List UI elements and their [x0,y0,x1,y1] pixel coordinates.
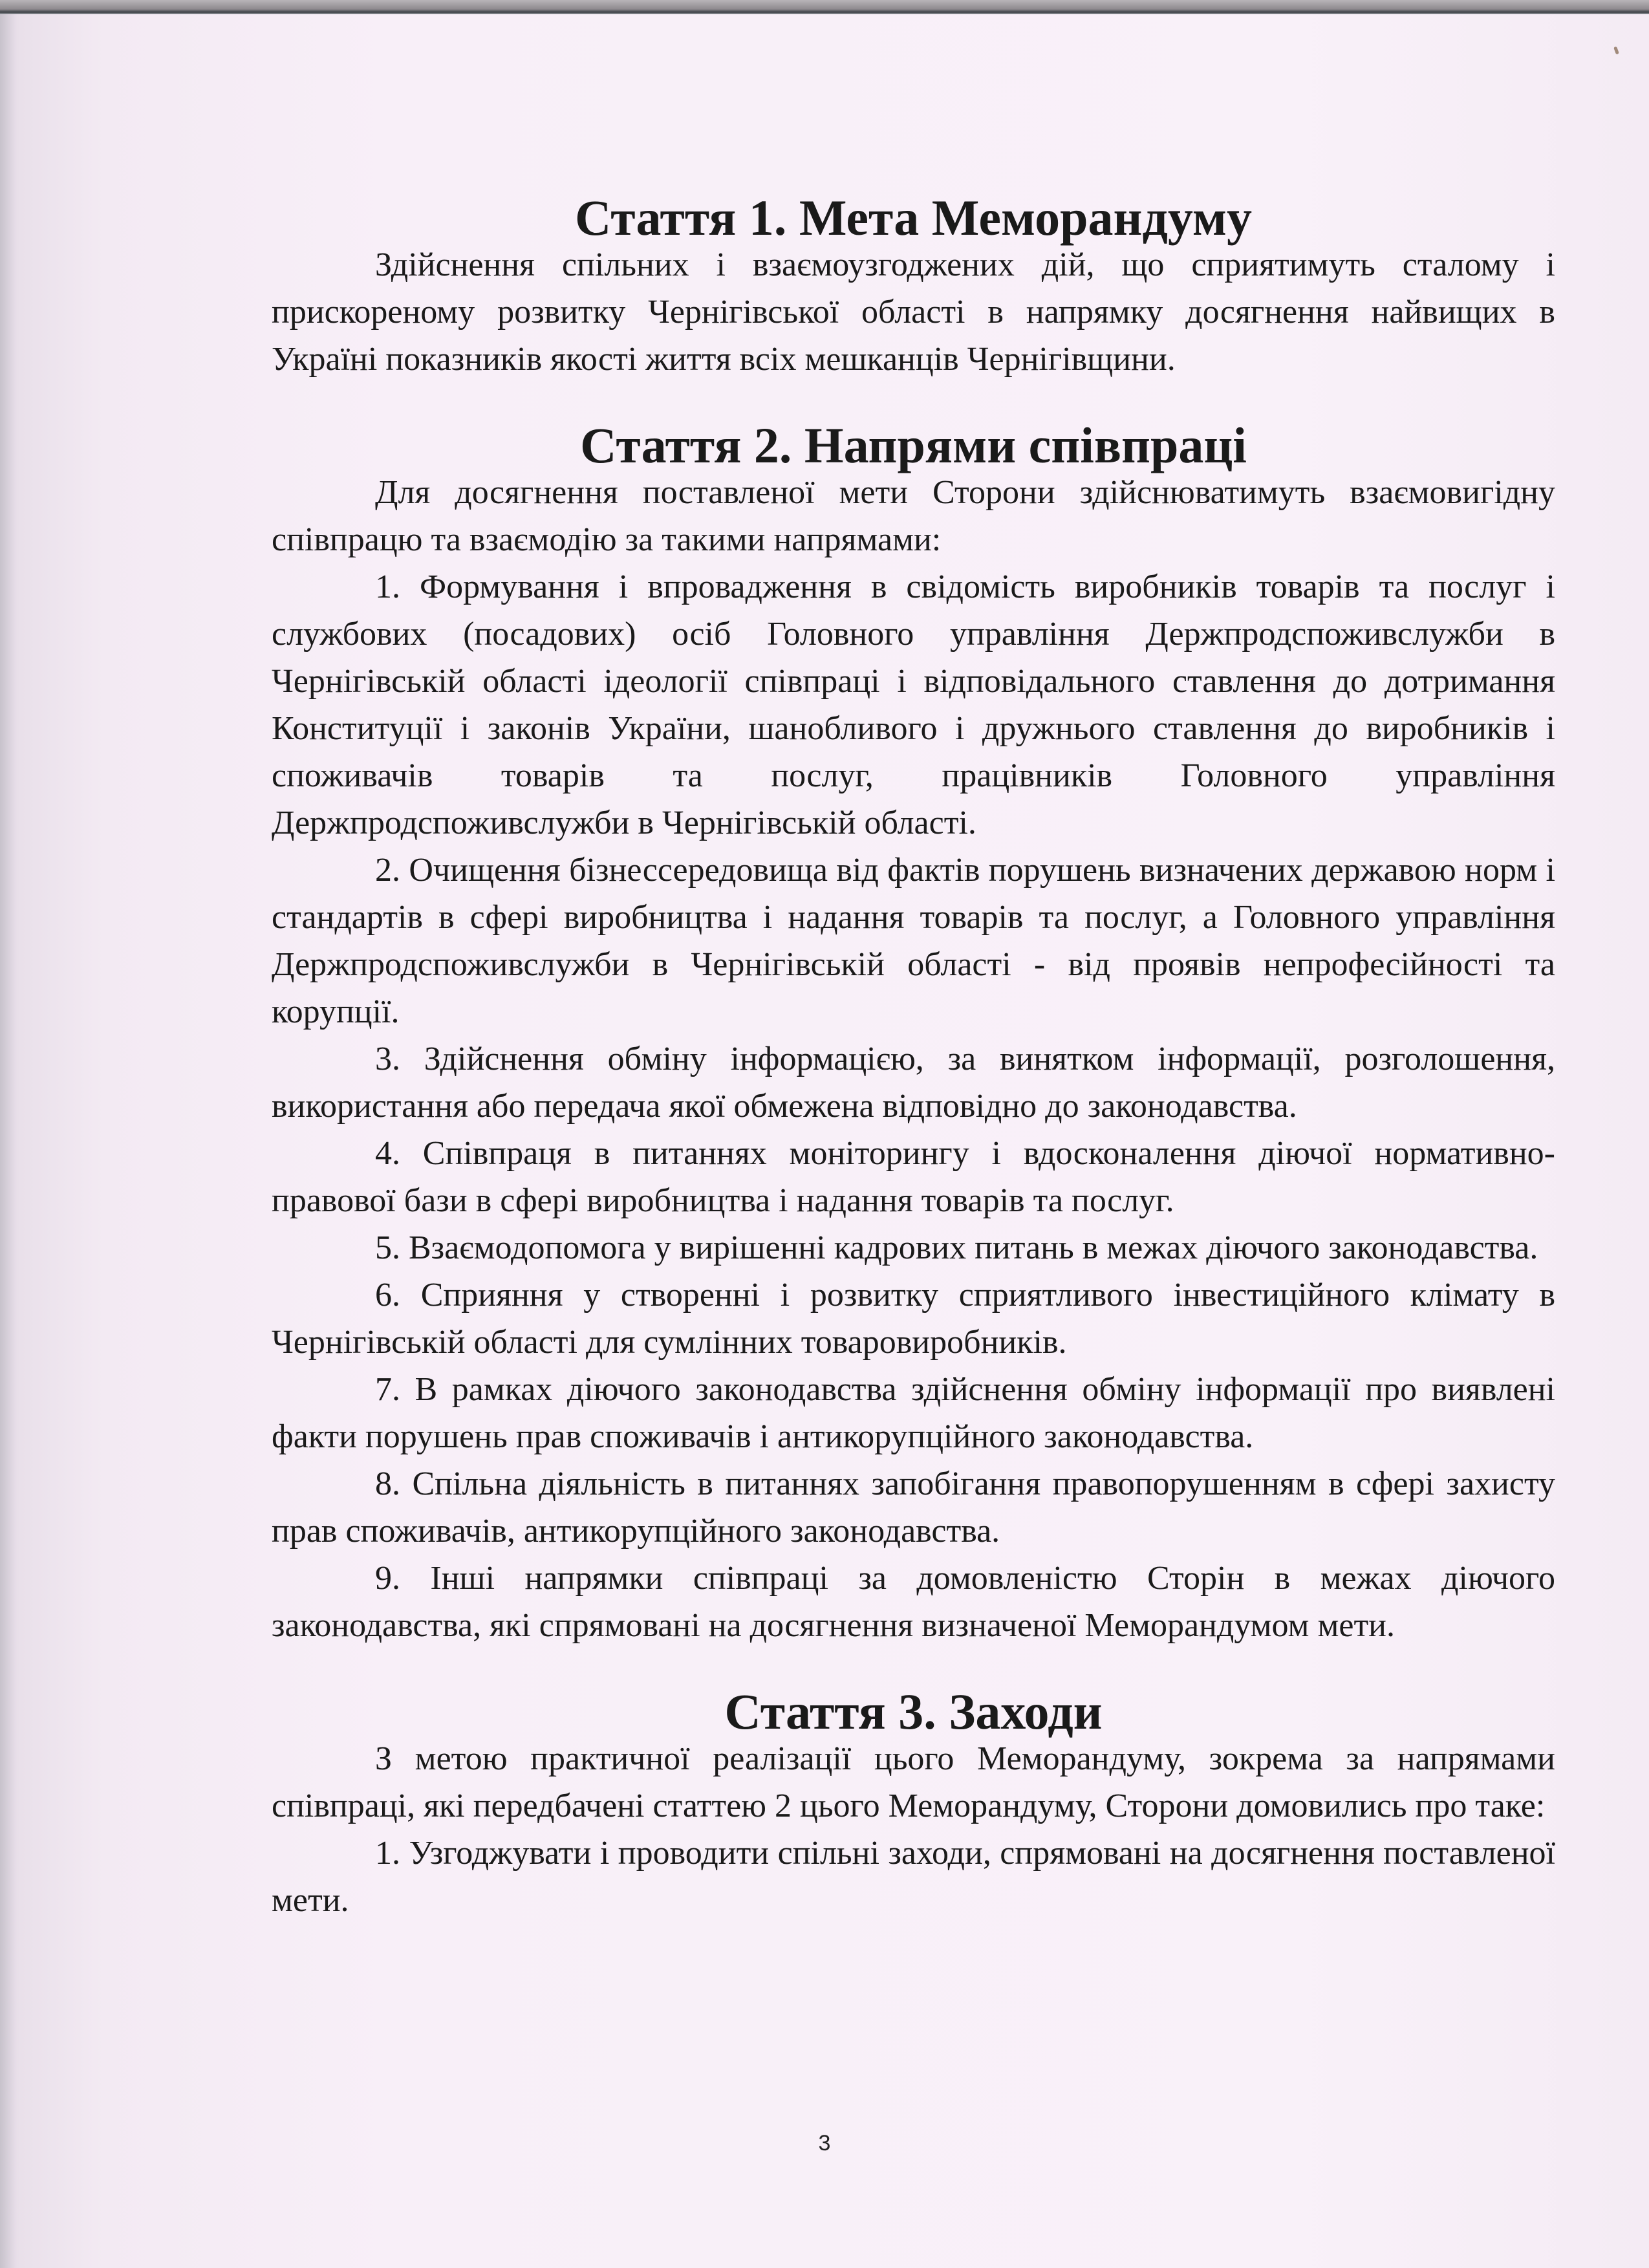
article-2-intro: Для досягнення поставленої мети Сторони здійснюватимуть взаємовигідну співпрацю та взаємодію за такими напрямами: [272,474,1555,558]
article-2-item-3: 3. Здійснення обміну інформацією, за винятком інформації, розголошення, використання або передача якої обмежена відповідно до законодавства. [272,1041,1555,1125]
article-1-heading: Стаття 1. Мета Меморандуму [574,189,1253,246]
article-3 [272,1683,1555,1924]
article-1-paragraph: Здійснення спільних і взаємоузгоджених дій, що сприятимуть сталому і прискореному розвитку Чернігівської області в напрямку досягнення найвищих в Україні показників якості життя всіх мешканців Чернігівщини. [272,246,1555,378]
page-number: 3 [818,2131,831,2155]
article-2-item-5: 5. Взаємодопомога у вирішенні кадрових питань в межах діючого законодавства. [375,1229,1538,1266]
paper-speck [1613,47,1619,55]
article-2-item-9: 9. Інші напрямки співпраці за домовленістю Сторін в межах діючого законодавства, які спрямовані на досягнення визначеної Меморандумом мети. [272,1560,1555,1644]
article-3-intro: З метою практичної реалізації цього Меморандуму, зокрема за напрямами співпраці, які передбачені статтею 2 цього Меморандуму, Сторони домовились про таке: [272,1740,1555,1824]
article-1 [272,189,1555,383]
article-3-heading: Стаття 3. Заходи [724,1683,1103,1740]
article-2-item-8: 8. Спільна діяльність в питаннях запобігання правопорушенням в сфері захисту прав споживачів, антикорупційного законодавства. [272,1465,1555,1550]
article-2-item-6: 6. Сприяння у створенні і розвитку сприятливого інвестиційного клімату в Чернігівській області для сумлінних товаровиробників. [272,1277,1555,1361]
article-2-heading: Стаття 2. Напрями співпраці [580,417,1247,473]
article-2-item-7: 7. В рамках діючого законодавства здійснення обміну інформації про виявлені факти порушень прав споживачів і антикорупційного законодавства. [272,1371,1555,1455]
article-3-item-1: 1. Узгоджувати і проводити спільні заходи, спрямовані на досягнення поставленої мети. [272,1835,1555,1919]
scanner-left-edge [0,14,16,2268]
article-2-item-2: 2. Очищення бізнессередовища від фактів порушень визначених державою норм і стандартів в сфері виробництва і надання товарів та послуг, а Головного управління Держпродспоживслужби в Чернігівській області - від проявів непрофесійності та корупції. [272,852,1555,1030]
scanner-top-edge [0,0,1649,14]
document-body [272,189,1555,1924]
article-2 [272,417,1555,1649]
article-2-item-1: 1. Формування і впровадження в свідомість виробників товарів та послуг і службових (посадових) осіб Головного управління Держпродспоживслужби в Чернігівській області ідеології співпраці і відповідального ставлення до дотримання Конституції і законів України, шанобливого і дружнього ставлення до виробників і споживачів товарів та послуг, працівників Головного управління Держпродспоживслужби в Чернігівській області. [272,568,1555,841]
article-2-item-4: 4. Співпраця в питаннях моніторингу і вдосконалення діючої нормативно-правової бази в сфері виробництва і надання товарів та послуг. [272,1135,1555,1219]
